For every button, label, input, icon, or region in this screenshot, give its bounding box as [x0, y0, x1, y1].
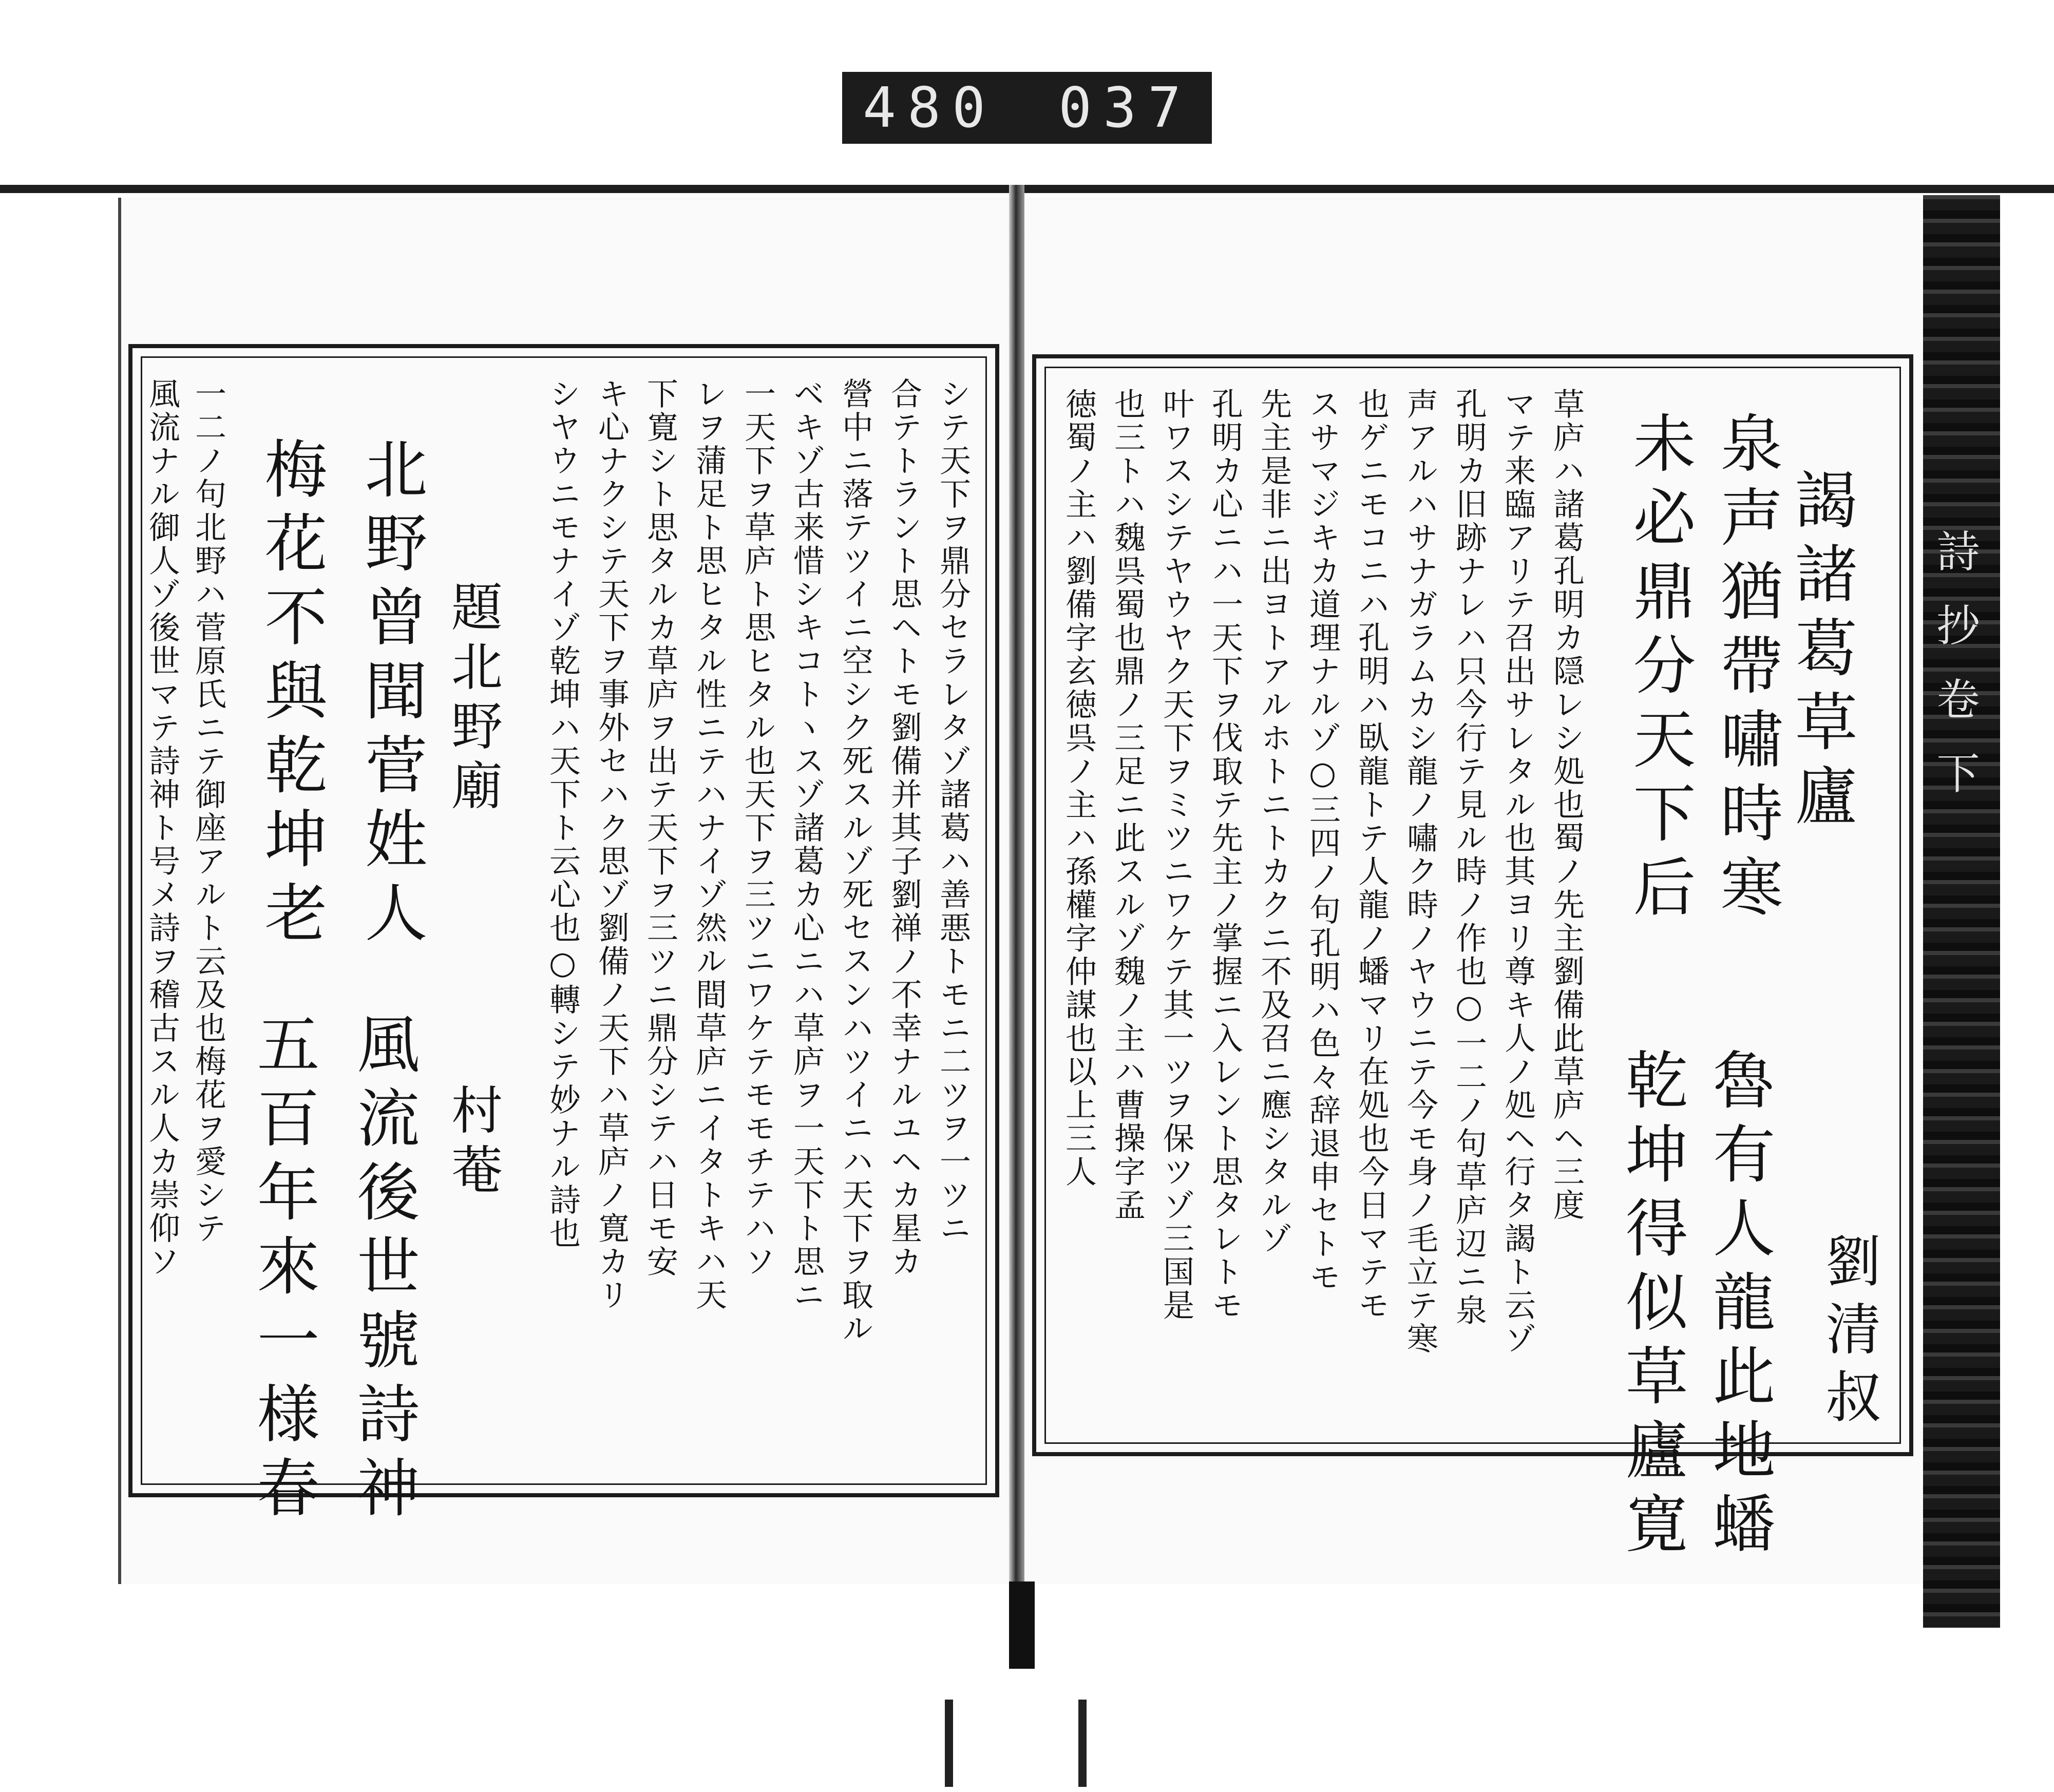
poem-line: 乾坤得似草廬寛: [1615, 1047, 1688, 1565]
commentary-line: 声アルハサナガラムカシ龍ノ嘯ク時ノヤウニテ今モ身ノ毛立テ寒: [1402, 388, 1438, 1356]
note-line: 一二ノ句北野ハ菅原氏ニテ御座アルト云及也梅花ヲ愛シテ: [190, 377, 226, 1245]
commentary-line: キ心ナクシテ天下ヲ事外セハク思ゾ劉備ノ天下ハ草庐ノ寛カリ: [593, 377, 630, 1312]
commentary-line: レヲ蒲足ト思ヒタル性ニテハナイゾ然ル間草庐ニイタトキハ天: [691, 377, 727, 1312]
commentary-line: マテ来臨アリテ召出サレタル也其ヨリ尊キ人ノ処ヘ行タ謁ト云ゾ: [1499, 388, 1536, 1356]
commentary-line: 叶ワスシテヤウヤク天下ヲミツニワケテ其一ツヲ保ツゾ三国是: [1158, 388, 1194, 1322]
poem-line: 風流後世號詩神: [347, 1012, 420, 1529]
commentary-line: 一天下ヲ草庐ト思ヒタル也天下ヲ三ツニワケテモモチテハソ: [739, 377, 776, 1279]
poem-line: 梅花不與乾坤老: [254, 436, 327, 954]
commentary-line: 也三トハ魏呉蜀也鼎ノ三足ニ此スルゾ魏ノ主ハ曹操字孟: [1109, 388, 1146, 1222]
commentary-line: 下寛シト思タルカ草庐ヲ出テ天下ヲ三ツニ鼎分シテハ日モ安: [642, 377, 678, 1279]
reel-number: 480: [863, 75, 997, 140]
microfilm-frame-label: [842, 72, 1212, 144]
commentary-line: シテ天下ヲ鼎分セラレタゾ諸葛ハ善悪トモニ二ツヲ一ツニ: [935, 377, 971, 1245]
commentary-line: 也ゲニモコニハ孔明ハ臥龍トテ人龍ノ蟠マリ在処也今日マテモ: [1353, 388, 1390, 1322]
commentary-line: 徳蜀ノ主ハ劉備字玄徳呉ノ主ハ孫權字仲謀也以上三人: [1060, 388, 1097, 1189]
fore-edge-title: 詩抄卷下: [1930, 529, 1980, 825]
note-line: 風流ナル御人ゾ後世マテ詩神ト号メ詩ヲ稽古スル人カ崇仰ソ: [144, 377, 180, 1279]
foot-mark: [1078, 1700, 1087, 1787]
commentary-line: 先主是非ニ出ヨトアルホトニトカクニ不及召ニ應シタルゾ: [1256, 388, 1292, 1255]
poem-line: 魯有人龍此地蟠: [1702, 1047, 1775, 1565]
commentary-line: ベキゾ古来惜シキコトヽスゾ諸葛カ心ニハ草庐ヲ一天下ト思ニ: [788, 377, 825, 1312]
frame-number: 037: [1058, 75, 1193, 140]
poem-author: 劉清叔: [1816, 1232, 1880, 1436]
fore-edge: [1923, 195, 2000, 1628]
poem-title: 謁諸葛草廬: [1784, 467, 1857, 837]
poem-author: 村菴: [443, 1083, 503, 1203]
top-rule: [0, 185, 2054, 193]
commentary-line: スサマジキカ道理ナルゾ○三四ノ句孔明ハ色々辞退申セトモ: [1304, 388, 1341, 1294]
commentary-line: 草庐ハ諸葛孔明カ隠レシ処也蜀ノ先主劉備此草庐ヘ三度: [1548, 388, 1585, 1222]
commentary-line: シヤウニモナイゾ乾坤ハ天下ト云心也○轉シテ妙ナル詩也: [544, 377, 581, 1250]
poem-title: 題北野廟: [443, 580, 503, 818]
spine-tab: [1009, 1581, 1035, 1669]
book-gutter: [1009, 185, 1024, 1597]
foot-mark: [945, 1700, 953, 1787]
poem-line: 五百年來一様春: [246, 1012, 319, 1529]
commentary-line: 合テトラント思ヘトモ劉備并其子劉禅ノ不幸ナルユヘカ星カ: [886, 377, 922, 1279]
poem-line: 北野曾聞菅姓人: [354, 436, 427, 954]
commentary-line: 孔明カ心ニハ一天下ヲ伐取テ先主ノ掌握ニ入レント思タレトモ: [1207, 388, 1243, 1322]
poem-line: 泉声猶帶嘯時寒: [1710, 411, 1783, 928]
commentary-line: 營中ニ落テツイニ空シク死スルゾ死セスンハツイニハ天下ヲ取ル: [837, 377, 873, 1345]
commentary-line: 孔明カ旧跡ナレハ只今行テ見ル時ノ作也○一二ノ句草庐辺ニ泉: [1451, 388, 1487, 1327]
poem-line: 未必鼎分天下后: [1623, 411, 1696, 928]
